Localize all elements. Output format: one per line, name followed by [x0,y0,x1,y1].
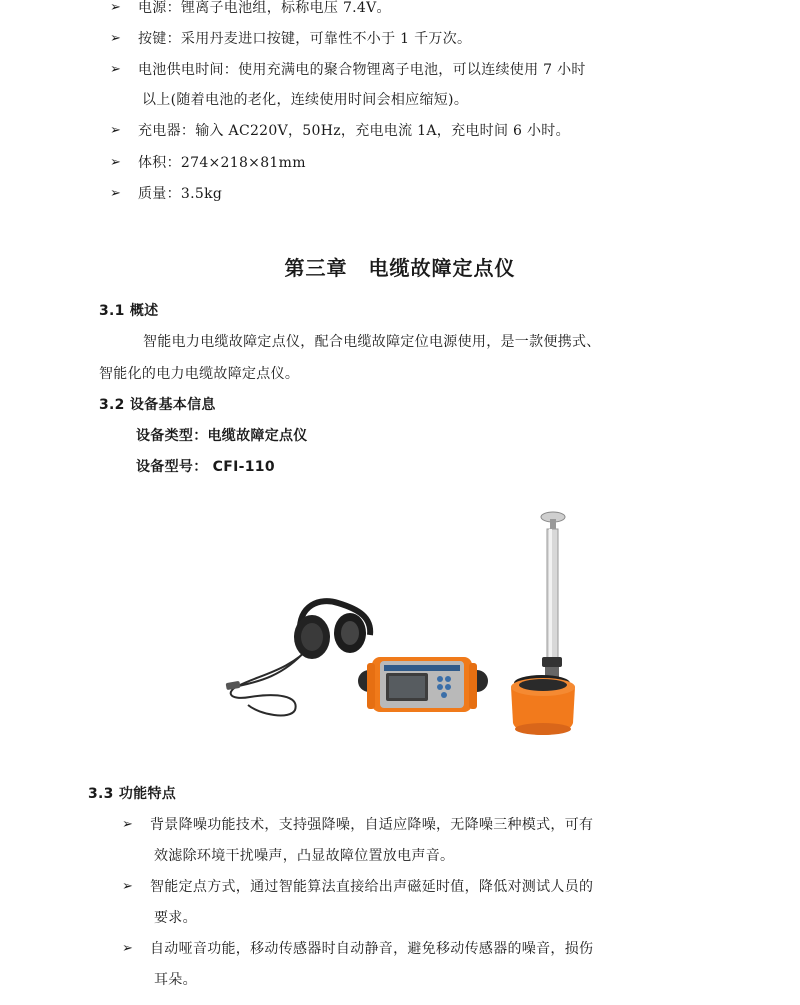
spec-buttons: 按键：采用丹麦进口按键，可靠性不小于 1 千万次。 [138,31,472,47]
section-3-2-heading: 3.2 设备基本信息 [99,397,216,413]
bullet-icon: ➢ [122,817,133,832]
spec-power: 电源：锂离子电池组，标称电压 7.4V。 [138,0,391,16]
device-type: 设备类型：电缆故障定点仪 [136,428,308,444]
section-3-1-para-line1: 智能电力电缆故障定点仪，配合电缆故障定位电源使用，是一款便携式、 [143,334,601,350]
section-3-1-para-line2: 智能化的电力电缆故障定点仪。 [99,366,300,382]
bullet-icon: ➢ [110,123,121,138]
bullet-icon: ➢ [110,155,121,170]
device-model: 设备型号： CFI-110 [136,459,275,475]
spec-weight: 质量：3.5kg [138,186,223,202]
bullet-icon: ➢ [122,879,133,894]
spec-volume: 体积：274×218×81mm [138,155,306,171]
bullet-icon: ➢ [110,186,121,201]
feature-noise-reduction-cont: 效滤除环境干扰噪声，凸显故障位置放电声音。 [154,848,455,864]
spec-battery-time-cont: 以上(随着电池的老化，连续使用时间会相应缩短)。 [142,92,469,108]
section-3-1-heading: 3.1 概述 [99,303,159,319]
feature-auto-mute: 自动哑音功能，移动传感器时自动静音，避免移动传感器的噪音，损伤 [150,941,594,957]
chapter-title: 第三章 电缆故障定点仪 [284,256,516,280]
feature-smart-location-cont: 要求。 [154,910,197,926]
probe-pole [547,529,558,669]
bullet-icon: ➢ [110,62,121,77]
feature-auto-mute-cont: 耳朵。 [154,972,197,988]
bullet-icon: ➢ [110,0,121,15]
spec-battery-time: 电池供电时间：使用充满电的聚合物锂离子电池，可以连续使用 7 小时 [138,62,586,78]
spec-charger: 充电器：输入 AC220V，50Hz，充电电流 1A，充电时间 6 小时。 [138,123,570,139]
product-photo [220,505,590,755]
feature-noise-reduction: 背景降噪功能技术，支持强降噪，自适应降噪，无降噪三种模式，可有 [150,817,594,833]
feature-smart-location: 智能定点方式，通过智能算法直接给出声磁延时值，降低对测试人员的 [150,879,594,895]
bullet-icon: ➢ [110,31,121,46]
bullet-icon: ➢ [122,941,133,956]
section-3-3-heading: 3.3 功能特点 [88,786,177,802]
